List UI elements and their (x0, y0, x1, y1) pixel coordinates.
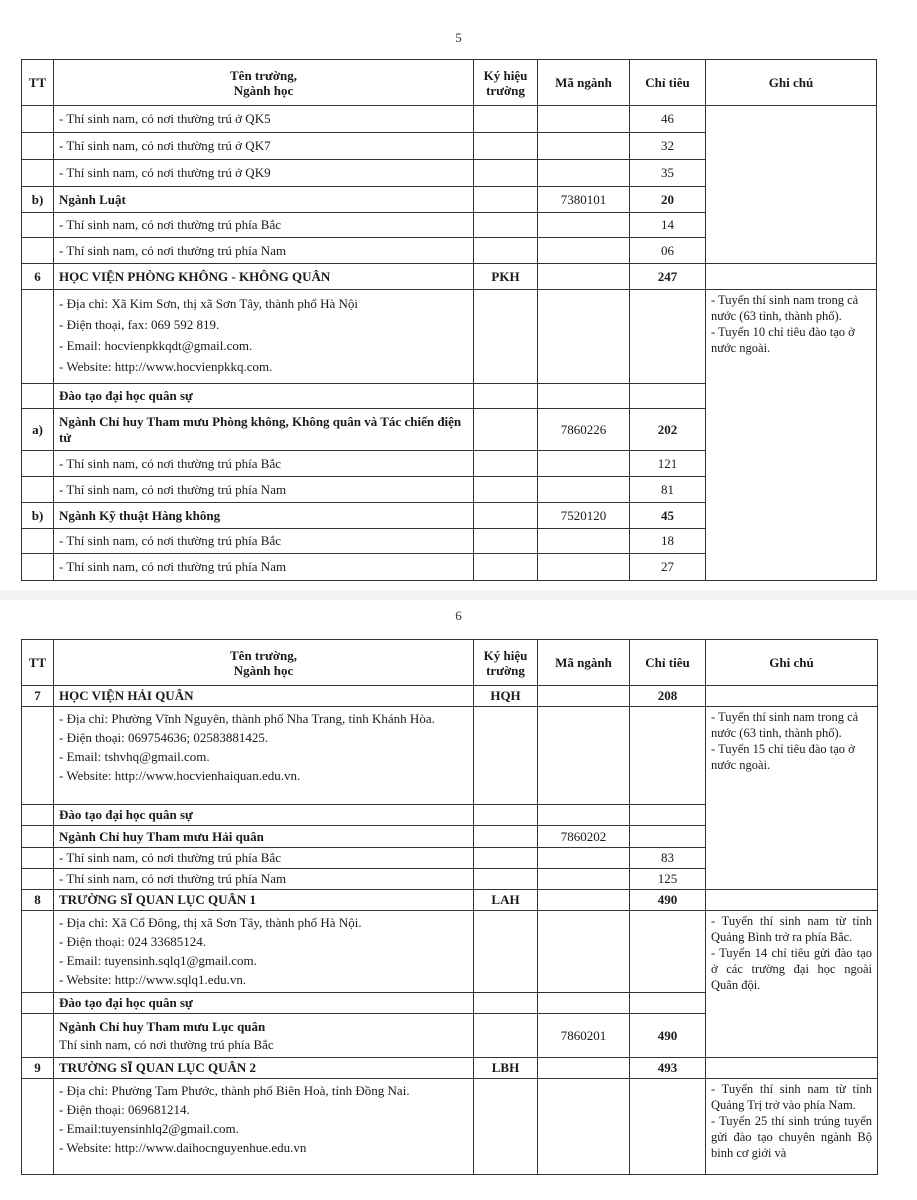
header-note: Ghi chú (706, 640, 878, 686)
header-name: Tên trường, Ngành học (54, 60, 474, 106)
note-cell (706, 106, 877, 264)
table-row: - Thí sinh nam, có nơi thường trú ở QK5 46 (22, 106, 877, 133)
header-code: Mã ngành (538, 60, 630, 106)
table-row: Đào tạo đại học quân sự (22, 993, 878, 1014)
header-quota: Chỉ tiêu (630, 640, 706, 686)
school-info-row: - Địa chỉ: Xã Kim Sơn, thị xã Sơn Tây, thành phố Hà Nội - Điện thoại, fax: 069 592 819. - Email: hocvienpkkqdt@gmail.com. - Website: http://www.hocvienpkkq.com. - Tuyển thí sinh nam trong cả nước (63 tỉnh, thành phố). - Tuyển 10 chỉ tiêu đào tạo ở nước ngoài. (22, 290, 877, 384)
table-row: - Thí sinh nam, có nơi thường trú phía Nam 27 (22, 554, 877, 581)
table-row: - Thí sinh nam, có nơi thường trú phía Bắc 83 (22, 848, 878, 869)
table-row: - Thí sinh nam, có nơi thường trú phía Nam 81 (22, 477, 877, 503)
note-cell: - Tuyển thí sinh nam trong cả nước (63 tỉnh, thành phố). - Tuyển 15 chỉ tiêu đào tạo ở nước ngoài. (706, 707, 878, 890)
page-divider (0, 590, 917, 600)
table-row: - Thí sinh nam, có nơi thường trú phía Bắc 121 (22, 451, 877, 477)
table-row: - Thí sinh nam, có nơi thường trú phía Nam 125 (22, 869, 878, 890)
school-info-row: - Địa chỉ: Phường Tam Phước, thành phố Biên Hoà, tỉnh Đồng Nai. - Điện thoại: 069681214. - Email:tuyensinhlq2@gmail.com. - Website: http://www.daihocnguyenhue.edu.vn - Tuyển thí sinh nam từ tỉnh Quảng Trị trở vào phía Nam. - Tuyển 25 thí sinh trúng tuyển gửi đào tạo chuyên ngành Bộ binh cơ giới và (22, 1079, 878, 1175)
school-row: 7 HỌC VIỆN HẢI QUÂN HQH 208 (22, 686, 878, 707)
header-tt: TT (22, 640, 54, 686)
note-cell: - Tuyển thí sinh nam từ tỉnh Quảng Trị trở vào phía Nam. - Tuyển 25 thí sinh trúng tuyển gửi đào tạo chuyên ngành Bộ binh cơ giới và (706, 1079, 878, 1175)
header-quota: Chỉ tiêu (630, 60, 706, 106)
header-symbol: Ký hiệu trường (474, 60, 538, 106)
table-row: b) Ngành Luật 7380101 20 (22, 187, 877, 213)
page-5 (0, 0, 917, 590)
note-cell: - Tuyển thí sinh nam trong cả nước (63 tỉnh, thành phố). - Tuyển 10 chỉ tiêu đào tạo ở nước ngoài. (706, 290, 877, 581)
page-number: 6 (455, 608, 462, 623)
header-symbol: Ký hiệu trường (474, 640, 538, 686)
table-row: - Thí sinh nam, có nơi thường trú ở QK7 32 (22, 133, 877, 160)
header-tt: TT (22, 60, 54, 106)
school-row: 9 TRƯỜNG SĨ QUAN LỤC QUÂN 2 LBH 493 (22, 1058, 878, 1079)
major-row: Ngành Chỉ huy Tham mưu Hải quân 7860202 (22, 826, 878, 848)
page-number: 5 (455, 30, 462, 45)
header-code: Mã ngành (538, 640, 630, 686)
table-row: - Thí sinh nam, có nơi thường trú phía Bắc 18 (22, 529, 877, 554)
table-row: Đào tạo đại học quân sự (22, 384, 877, 409)
header-note: Ghi chú (706, 60, 877, 106)
admission-table-page-5 (21, 59, 877, 581)
page-6 (0, 600, 917, 1200)
school-row: 8 TRƯỜNG SĨ QUAN LỤC QUÂN 1 LAH 490 (22, 890, 878, 911)
table-row: - Thí sinh nam, có nơi thường trú ở QK9 35 (22, 160, 877, 187)
table-row: - Thí sinh nam, có nơi thường trú phía Bắc 14 (22, 213, 877, 238)
major-row: a) Ngành Chỉ huy Tham mưu Phòng không, Không quân và Tác chiến điện tử 7860226 202 (22, 409, 877, 451)
admission-table-page-6 (21, 639, 878, 1175)
table-header (22, 640, 878, 686)
school-info-row: - Địa chỉ: Xã Cổ Đông, thị xã Sơn Tây, thành phố Hà Nội. - Điện thoại: 024 33685124. - Email: tuyensinh.sqlq1@gmail.com. - Website: http://www.sqlq1.edu.vn. - Tuyển thí sinh nam từ tỉnh Quảng Bình trở ra phía Bắc. - Tuyển 14 chỉ tiêu gửi đào tạo ở các trường đại học ngoài Quân đội. (22, 911, 878, 993)
table-row: - Thí sinh nam, có nơi thường trú phía Nam 06 (22, 238, 877, 264)
note-cell: - Tuyển thí sinh nam từ tỉnh Quảng Bình trở ra phía Bắc. - Tuyển 14 chỉ tiêu gửi đào tạo ở các trường đại học ngoài Quân đội. (706, 911, 878, 1058)
header-name: Tên trường, Ngành học (54, 640, 474, 686)
table-row: Đào tạo đại học quân sự (22, 805, 878, 826)
school-info-row: - Địa chỉ: Phường Vĩnh Nguyên, thành phố Nha Trang, tỉnh Khánh Hòa. - Điện thoại: 069754636; 02583881425. - Email: tshvhq@gmail.com. - Website: http://www.hocvienhaiquan.edu.vn. - Tuyển thí sinh nam trong cả nước (63 tỉnh, thành phố). - Tuyển 15 chỉ tiêu đào tạo ở nước ngoài. (22, 707, 878, 805)
major-row: b) Ngành Kỹ thuật Hàng không 7520120 45 (22, 503, 877, 529)
table-header (22, 60, 877, 106)
school-row: 6 HỌC VIỆN PHÒNG KHÔNG - KHÔNG QUÂN PKH 247 (22, 264, 877, 290)
major-row: Ngành Chỉ huy Tham mưu Lục quân Thí sinh nam, có nơi thường trú phía Bắc 7860201 490 (22, 1014, 878, 1058)
